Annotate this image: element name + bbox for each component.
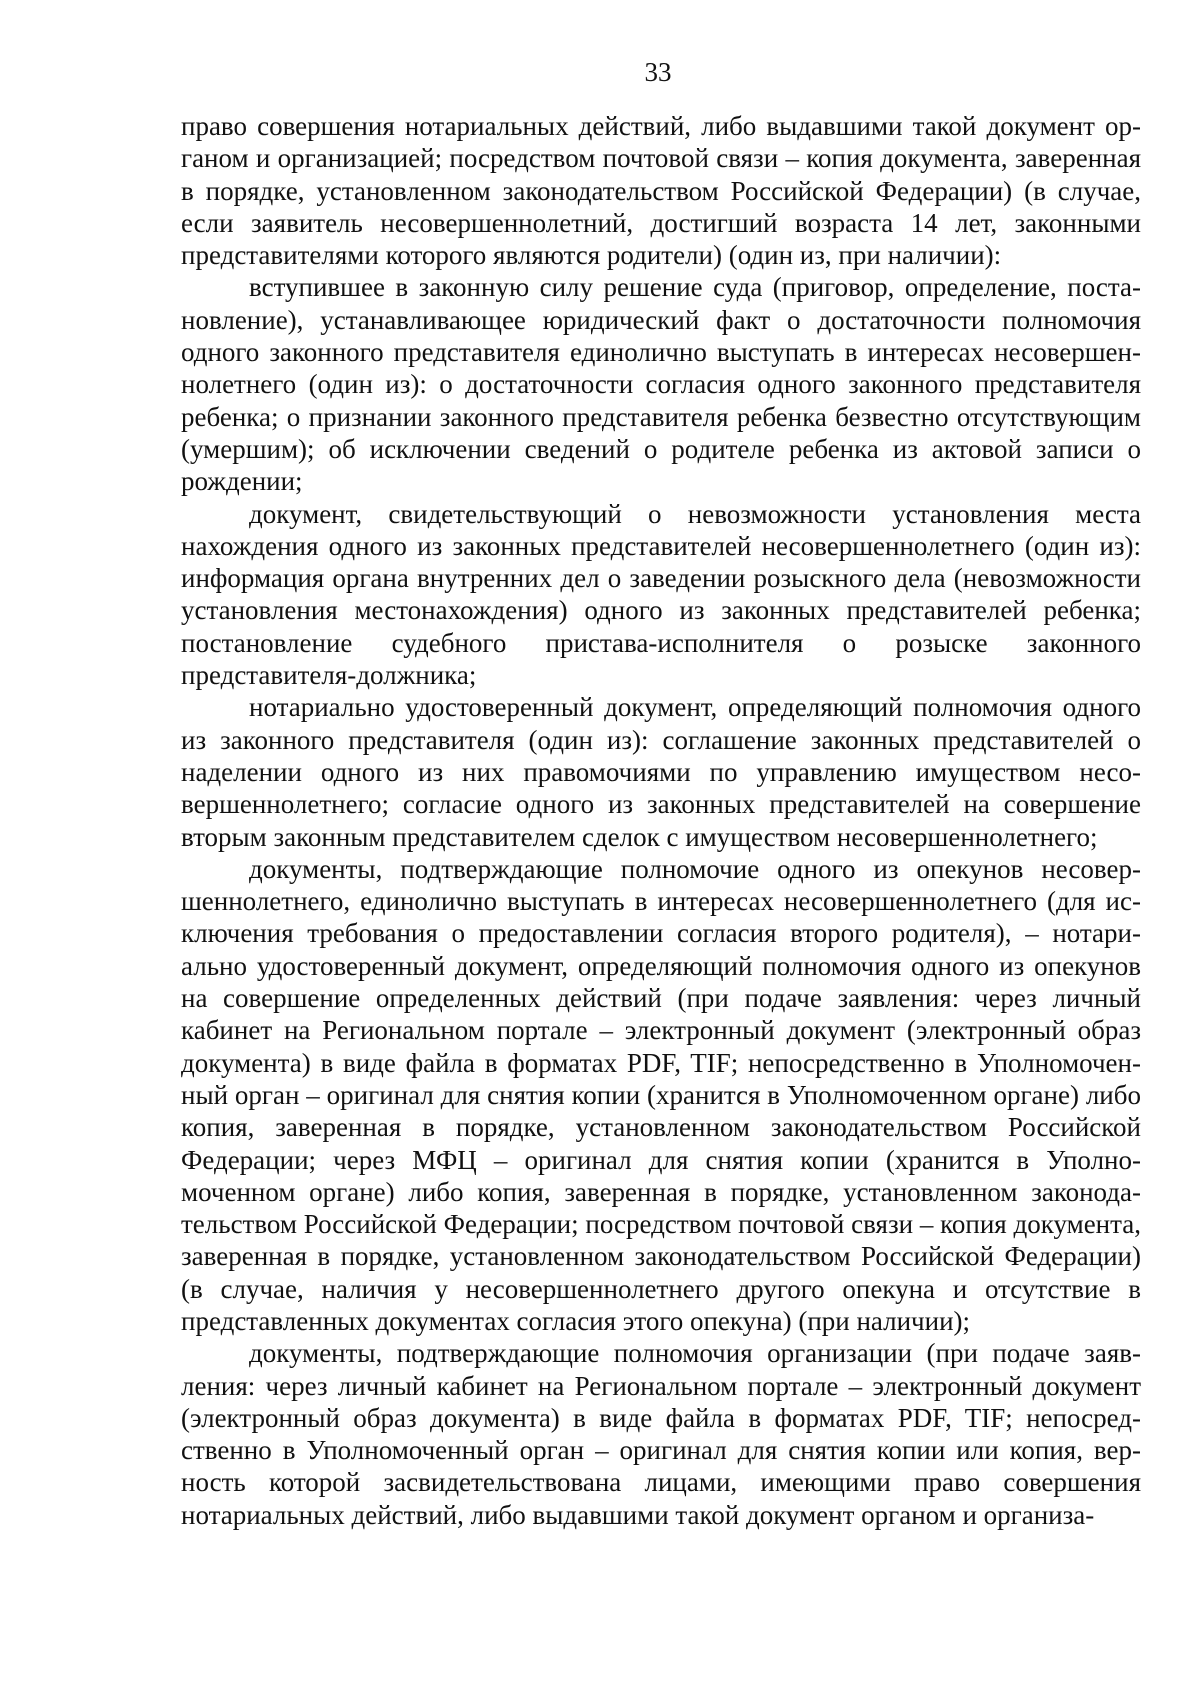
paragraph-6: документы, подтверждающие полномочия организации (при подаче заявления: через личный кабинет на Региональном портале – электронный документ (электронный образ документа) в виде файла в форматах PDF, TIF; непосредственно в Уполномоченный орган – оригинал для снятия копии или копия, верность которой засвидетельствована лицами, имеющими право совершения нотариальных действий, либо выдавшими такой документ органом и организа-: [181, 1338, 1141, 1530]
paragraph-3: документ, свидетельствующий о невозможности установления места нахождения одного из законных представителей несовершеннолетнего (один из): информация органа внутренних дел о заведении розыскного дела (невозможности установления местонахождения) одного из законных представителей ребенка; постановление судебного пристава-исполнителя о розыске законного представителя-должника;: [181, 498, 1141, 691]
paragraph-5: документы, подтверждающие полномочие одного из опекунов несовершеннолетнего, единолично выступать в интересах несовершеннолетнего (для исключения требования о предоставлении согласия второго родителя), – нотариально удостоверенный документ, определяющий полномочия одного из опекунов на совершение определенных действий (при подаче заявления: через личный кабинет на Региональном портале – электронный документ (электронный образ документа) в виде файла в форматах PDF, TIF; непосредственно в Уполномоченный орган – оригинал для снятия копии (хранится в Уполномоченном органе) либо копия, заверенная в порядке, установленном законодательством Российской Федерации; через МФЦ – оригинал для снятия копии (хранится в Уполномоченном органе) либо копия, заверенная в порядке, установленном законодательством Российской Федерации; посредством почтовой связи – копия документа, заверенная в порядке, установленном законодательством Российской Федерации) (в случае, наличия у несовершеннолетнего другого опекуна и отсутствие в представленных документах согласия этого опекуна) (при наличии);: [181, 853, 1141, 1336]
page-number: 33: [644, 57, 672, 87]
document-body: [181, 110, 1141, 1531]
paragraph-1: право совершения нотариальных действий, либо выдавшими такой документ органом и организацией; посредством почтовой связи – копия документа, заверенная в порядке, установленном законодательством Российской Федерации) (в случае, если заявитель несовершеннолетний, достигший возраста 14 лет, законными представителями которого являются родители) (один из, при наличии):: [181, 111, 1141, 271]
paragraph-4: нотариально удостоверенный документ, определяющий полномочия одного из законного представителя (один из): соглашение законных представителей о наделении одного из них правомочиями по управлению имуществом несовершеннолетнего; согласие одного из законных представителей на совершение вторым законным представителем сделок с имуществом несовершеннолетнего;: [181, 692, 1141, 852]
paragraph-2: вступившее в законную силу решение суда (приговор, определение, постановление), устанавливающее юридический факт о достаточности полномочия одного законного представителя единолично выступать в интересах несовершеннолетнего (один из): о достаточности согласия одного законного представителя ребенка; о признании законного представителя ребенка безвестно отсутствующим (умершим); об исключении сведений о родителе ребенка из актовой записи о рождении;: [181, 272, 1141, 497]
